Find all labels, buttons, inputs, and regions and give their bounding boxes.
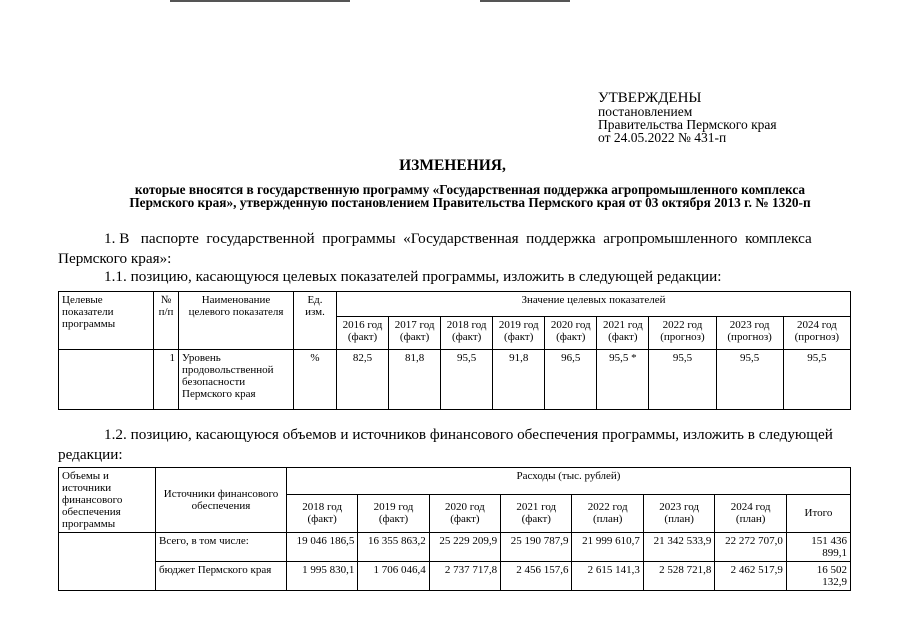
table-header-row bbox=[59, 468, 851, 495]
year-header: 2017 год (факт) bbox=[389, 317, 441, 350]
year-header: 2020 год (факт) bbox=[429, 494, 500, 532]
row-num: 1 bbox=[154, 350, 179, 410]
value-cell: 25 190 787,9 bbox=[501, 533, 572, 562]
paragraph-line: редакции: bbox=[58, 446, 123, 463]
year-header: 2021 год (факт) bbox=[597, 317, 649, 350]
year-header: 2016 год (факт) bbox=[337, 317, 389, 350]
value-cell: 95,5 bbox=[716, 350, 783, 410]
paragraph-line: Пермского края»: bbox=[58, 250, 172, 267]
document-title: ИЗМЕНЕНИЯ, bbox=[399, 157, 506, 174]
year-header: 2023 год (прогноз) bbox=[716, 317, 783, 350]
value-cell: 1 706 046,4 bbox=[358, 562, 429, 591]
header-expenses: Расходы (тыс. рублей) bbox=[287, 468, 851, 495]
approval-line: постановлением bbox=[598, 104, 693, 119]
scan-edge-right bbox=[480, 0, 570, 2]
year-header: 2023 год (план) bbox=[643, 494, 714, 532]
table-row bbox=[59, 533, 851, 562]
year-header: 2024 год (план) bbox=[715, 494, 786, 532]
year-header: 2018 год (факт) bbox=[287, 494, 358, 532]
value-cell: 2 462 517,9 bbox=[715, 562, 786, 591]
value-cell: 16 355 863,2 bbox=[358, 533, 429, 562]
approval-block bbox=[598, 92, 777, 144]
year-header: 2018 год (факт) bbox=[441, 317, 493, 350]
year-header: 2019 год (факт) bbox=[358, 494, 429, 532]
year-header: 2019 год (факт) bbox=[493, 317, 545, 350]
year-header: 2022 год (план) bbox=[572, 494, 643, 532]
value-cell: 81,8 bbox=[389, 350, 441, 410]
value-cell: 21 342 533,9 bbox=[643, 533, 714, 562]
year-header: 2020 год (факт) bbox=[545, 317, 597, 350]
value-cell: 91,8 bbox=[493, 350, 545, 410]
value-cell: 95,5 bbox=[649, 350, 716, 410]
header-num: № п/п bbox=[154, 292, 179, 350]
table-cell bbox=[59, 350, 154, 410]
value-cell: 19 046 186,5 bbox=[287, 533, 358, 562]
value-cell: 95,5 bbox=[441, 350, 493, 410]
header-name: Наименование целевого показателя bbox=[179, 292, 294, 350]
approval-heading: УТВЕРЖДЕНЫ bbox=[598, 90, 702, 106]
total-cell: 151 436 899,1 bbox=[786, 533, 850, 562]
value-cell: 2 737 717,8 bbox=[429, 562, 500, 591]
subtitle-line: которые вносятся в государственную программу «Государственная поддержка агропромышленного комплекса bbox=[134, 182, 806, 197]
value-cell: 1 995 830,1 bbox=[287, 562, 358, 591]
paragraph-line: 1. В паспорте государственной программы «Государственная поддержка агропромышленного комплекса bbox=[104, 230, 812, 247]
approval-date: от 24.05.2022 № 431-п bbox=[598, 130, 727, 145]
scan-edge-left bbox=[170, 0, 350, 2]
year-header: 2022 год (прогноз) bbox=[649, 317, 716, 350]
value-cell: 2 528 721,8 bbox=[643, 562, 714, 591]
value-cell: 22 272 707,0 bbox=[715, 533, 786, 562]
document-subtitle bbox=[40, 183, 900, 209]
value-cell: 82,5 bbox=[337, 350, 389, 410]
paragraph-line: 1.2. позицию, касающуюся объемов и источников финансового обеспечения программы, изложить в следующей bbox=[104, 426, 833, 443]
row-label: бюджет Пермского края bbox=[156, 562, 287, 591]
year-header: 2024 год (прогноз) bbox=[783, 317, 850, 350]
value-cell: 95,5 bbox=[783, 350, 850, 410]
value-cell: 2 615 141,3 bbox=[572, 562, 643, 591]
paragraph-1-1: 1.1. позицию, касающуюся целевых показателей программы, изложить в следующей редакции: bbox=[104, 268, 722, 285]
header-unit: Ед. изм. bbox=[294, 292, 337, 350]
value-cell: 25 229 209,9 bbox=[429, 533, 500, 562]
total-cell: 16 502 132,9 bbox=[786, 562, 850, 591]
total-header: Итого bbox=[786, 494, 850, 532]
header-target: Целевые показатели программы bbox=[59, 292, 154, 350]
header-values: Значение целевых показателей bbox=[337, 292, 851, 317]
row-unit: % bbox=[294, 350, 337, 410]
paragraph-1-2 bbox=[58, 425, 848, 465]
value-cell: 2 456 157,6 bbox=[501, 562, 572, 591]
header-volumes: Объемы и источники финансового обеспечения программы bbox=[59, 468, 156, 533]
row-label: Всего, в том числе: bbox=[156, 533, 287, 562]
table-header-row bbox=[59, 292, 851, 317]
value-cell: 96,5 bbox=[545, 350, 597, 410]
subtitle-line: Пермского края», утвержденную постановлением Правительства Пермского края от 03 октября 2013 г. № 1320-п bbox=[129, 195, 811, 210]
funding-table bbox=[58, 467, 851, 591]
year-header: 2021 год (факт) bbox=[501, 494, 572, 532]
table-row bbox=[59, 350, 851, 410]
approval-line: Правительства Пермского края bbox=[598, 117, 777, 132]
table-cell bbox=[59, 533, 156, 591]
target-indicators-table bbox=[58, 291, 851, 410]
row-name: Уровень продовольственной безопасности Пермского края bbox=[179, 350, 294, 410]
header-sources: Источники финансового обеспечения bbox=[156, 468, 287, 533]
value-cell: 21 999 610,7 bbox=[572, 533, 643, 562]
paragraph-1 bbox=[58, 229, 848, 269]
value-cell: 95,5 * bbox=[597, 350, 649, 410]
table-row bbox=[59, 562, 851, 591]
